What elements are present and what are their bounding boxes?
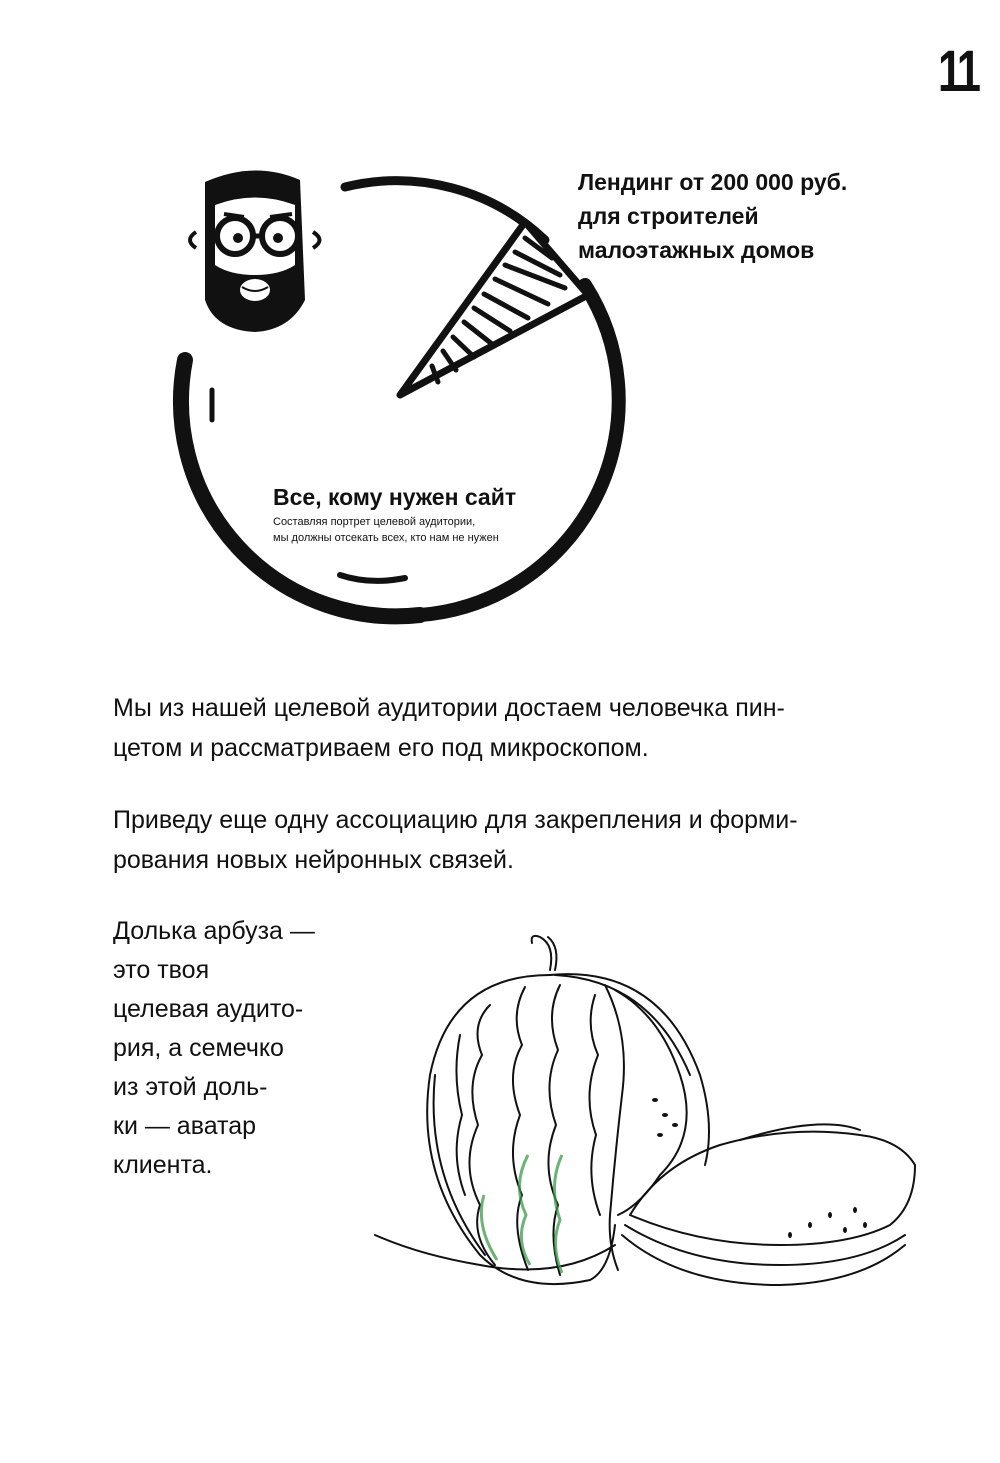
page-number: 11: [938, 39, 978, 104]
audience-pie-diagram: [0, 0, 1000, 680]
caption-line: Долька арбуза —: [113, 917, 315, 945]
paragraph-1: [113, 688, 913, 768]
watermelon-illustration: [360, 925, 960, 1305]
paragraph-line: Мы из нашей целевой аудитории достаем человечка пин-: [113, 694, 785, 722]
segment-label: [578, 165, 908, 267]
segment-label-line: малоэтажных домов: [578, 237, 815, 263]
paragraph-2: [113, 800, 913, 880]
segment-label-line: для строителей: [578, 203, 759, 229]
caption-line: из этой доль-: [113, 1073, 268, 1101]
watermelon-caption: [113, 912, 373, 1185]
segment-label-line: Лендинг от 200 000 руб.: [578, 169, 848, 195]
circle-subtitle: [273, 514, 573, 546]
circle-label: [273, 482, 573, 546]
target-segment-slice: [400, 222, 588, 395]
caption-line: клиента.: [113, 1151, 213, 1179]
caption-line: ки — аватар: [113, 1112, 257, 1140]
circle-title: Все, кому нужен сайт: [273, 484, 517, 510]
paragraph-line: рования новых нейронных связей.: [113, 846, 514, 874]
circle-subtitle-line: мы должны отсекать всех, кто нам не нужен: [273, 532, 499, 544]
paragraph-line: Приведу еще одну ассоциацию для закрепления и форми-: [113, 806, 798, 834]
caption-line: это твоя: [113, 956, 210, 984]
paragraph-line: цетом и рассматриваем его под микроскопом.: [113, 734, 649, 762]
circle-subtitle-line: Составляя портрет целевой аудитории,: [273, 516, 476, 528]
caption-line: целевая аудито-: [113, 995, 304, 1023]
caption-line: рия, а семечко: [113, 1034, 284, 1062]
bearded-man-icon: [190, 170, 320, 332]
